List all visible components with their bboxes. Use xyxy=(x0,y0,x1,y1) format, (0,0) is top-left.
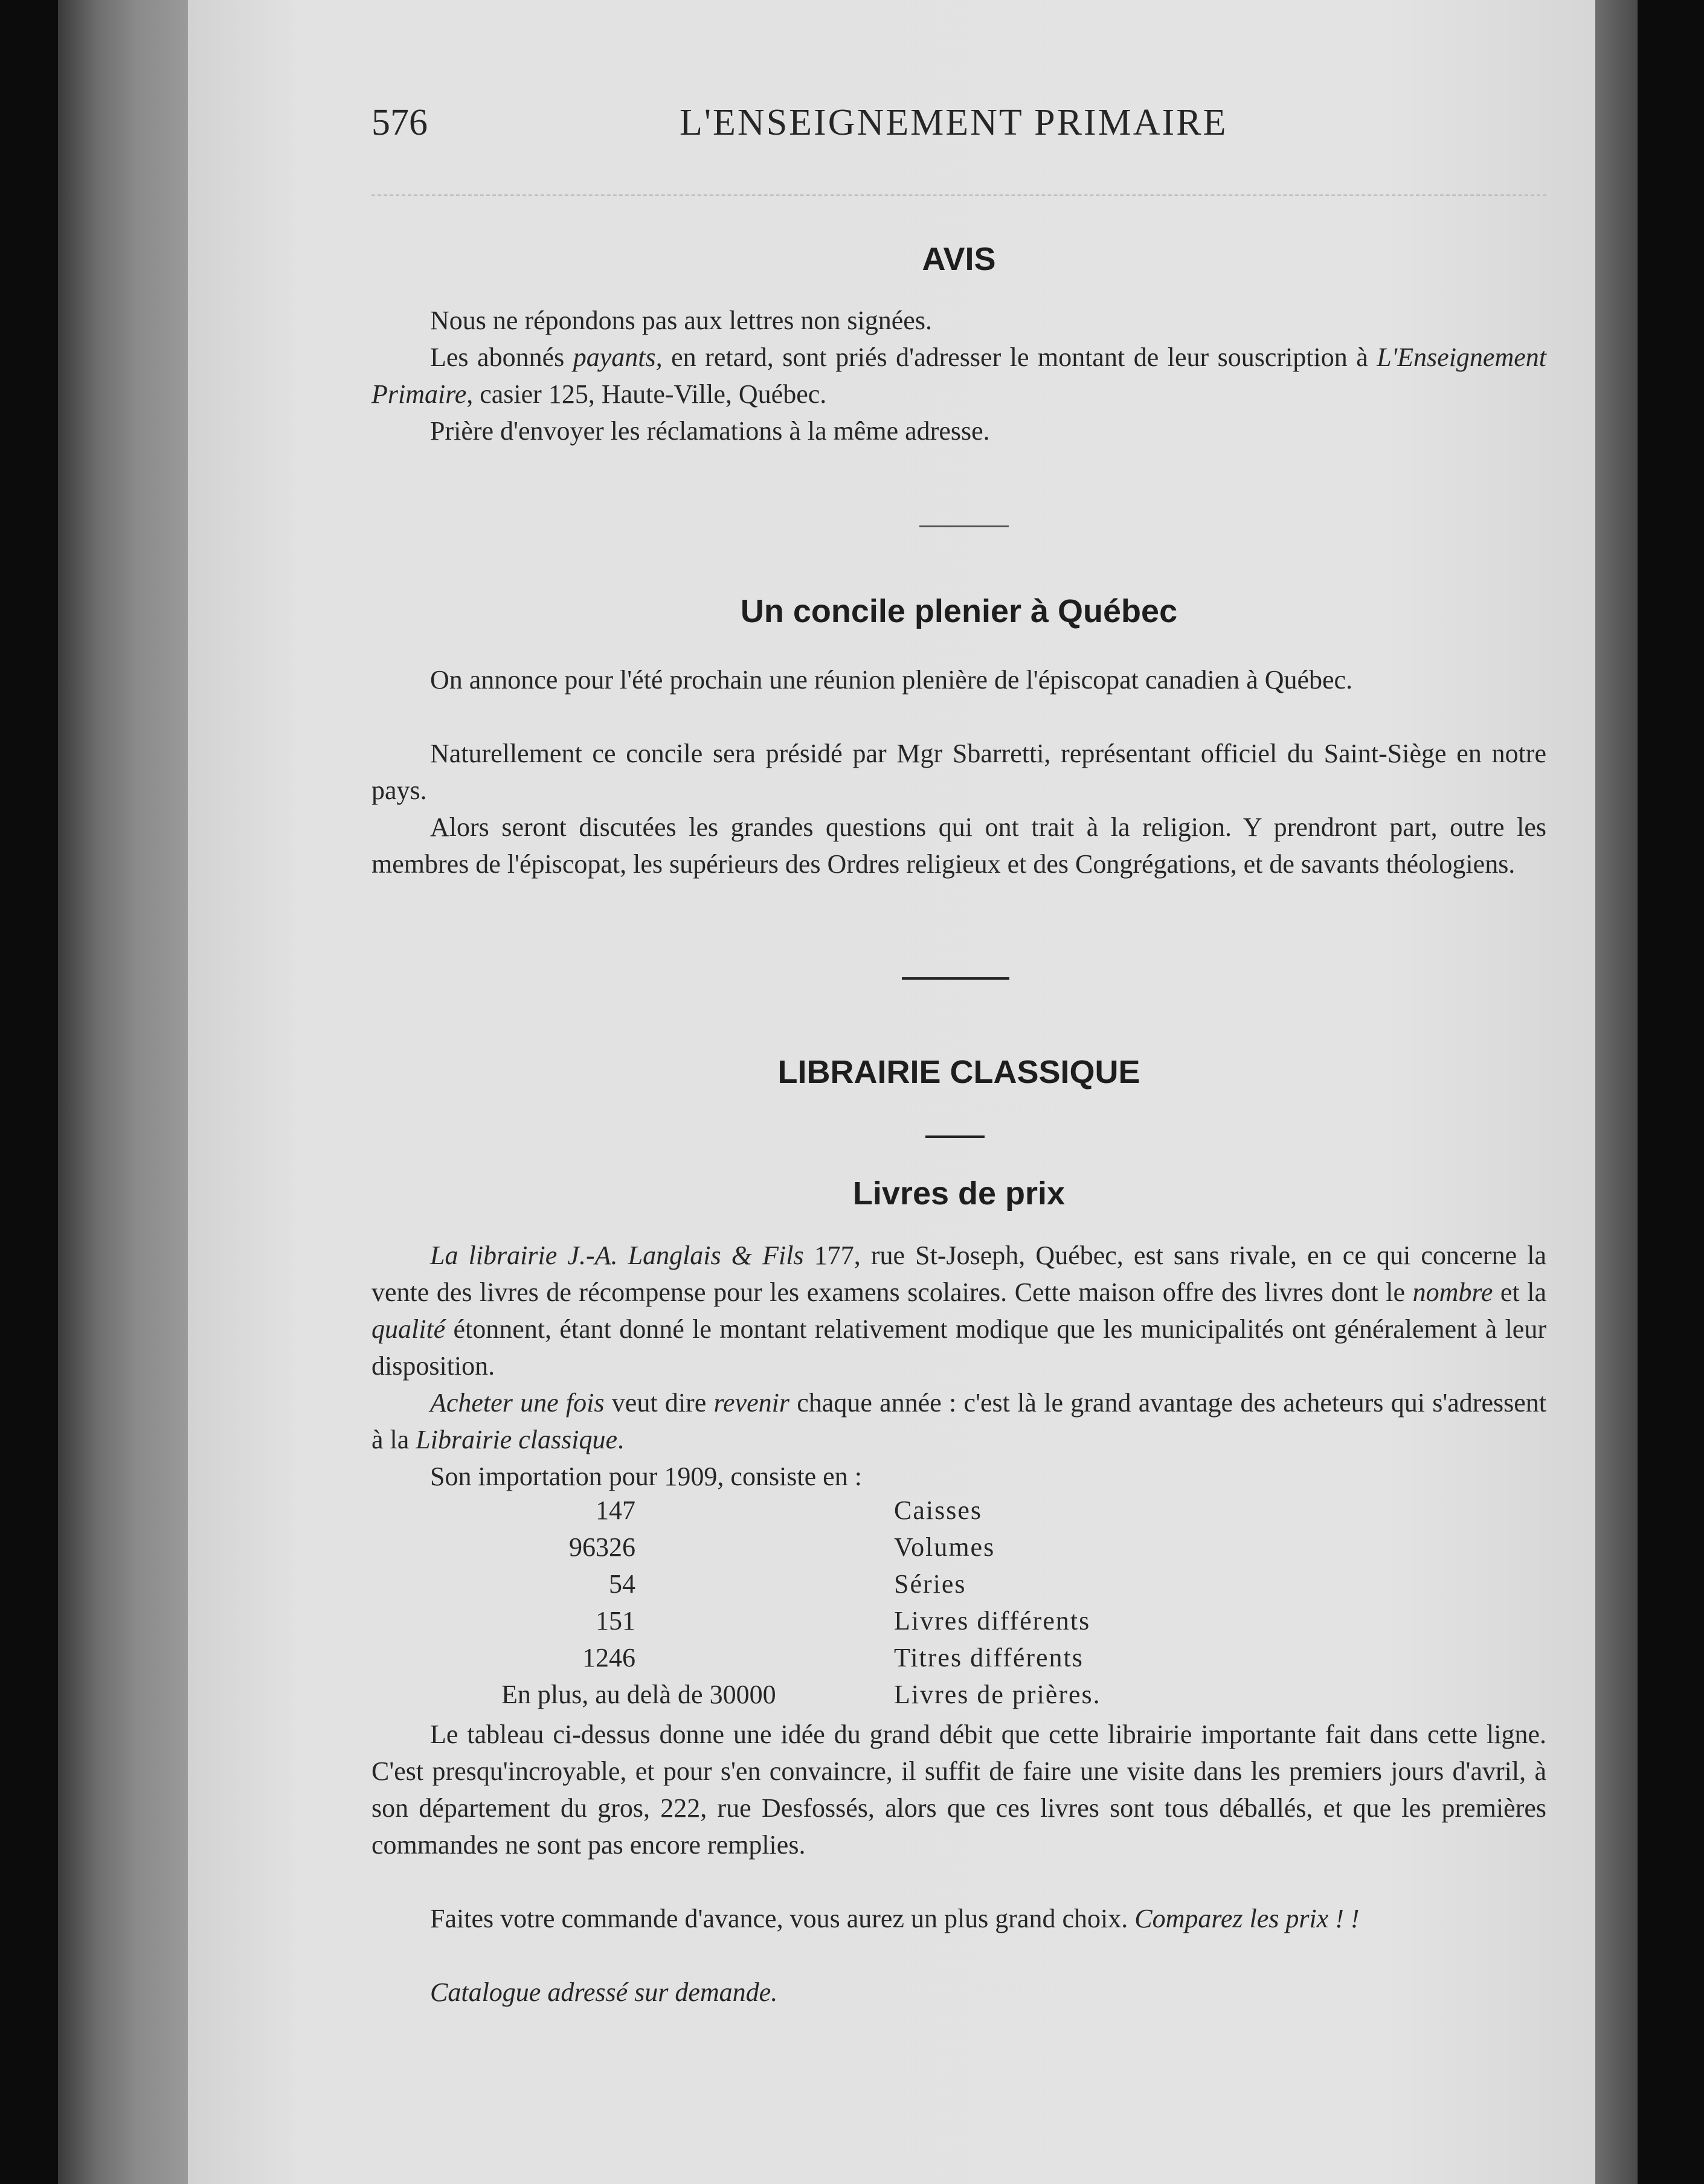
page-edge-shadow xyxy=(1595,0,1638,2184)
stat-number: 147 xyxy=(596,1495,635,1525)
avis-paragraph-1: Nous ne répondons pas aux lettres non signées. xyxy=(430,306,932,335)
stat-label: Volumes xyxy=(894,1532,995,1562)
running-header xyxy=(371,101,1546,150)
journal-title: L'ENSEIGNEMENT PRIMAIRE xyxy=(680,102,1228,143)
acheter-paragraph: Acheter une fois veut dire revenir chaque année : c'est là le grand avantage des acheteurs qui s'adressent à la Librairie classique. xyxy=(371,1388,1546,1454)
import-intro: Son importation pour 1909, consiste en : xyxy=(430,1462,862,1491)
stat-prefix: En plus, au delà de 30000 xyxy=(501,1680,776,1709)
page-number: 576 xyxy=(371,102,428,143)
concile-paragraph-3: Alors seront discutées les grandes questions qui ont trait à la religion. Y prendront part, outre les membres de l'épiscopat, les supérieurs des Ordres religieux et des Congrégations, et de savants théologiens. xyxy=(371,812,1546,879)
import-stat-row xyxy=(371,1605,1546,1642)
stat-number: 1246 xyxy=(582,1643,635,1672)
stat-label: Séries xyxy=(894,1569,966,1599)
avis-heading: AVIS xyxy=(922,241,996,277)
concile-paragraph-1: On annonce pour l'été prochain une réunion plenière de l'épiscopat canadien à Québec. xyxy=(430,665,1353,695)
stat-label: Caisses xyxy=(894,1495,982,1525)
livres-de-prix-subheading: Livres de prix xyxy=(852,1175,1066,1212)
stat-number: 96326 xyxy=(569,1532,635,1562)
catalogue-line: Catalogue adressé sur demande. xyxy=(430,1977,778,2007)
import-stat-row xyxy=(371,1642,1546,1679)
librairie-heading: LIBRAIRIE CLASSIQUE xyxy=(777,1054,1140,1090)
book-spine xyxy=(58,0,188,2184)
section-divider xyxy=(902,977,1009,980)
concile-paragraph-2: Naturellement ce concile sera présidé par Mgr Sbarretti, représentant officiel du Saint-Siège en notre pays. xyxy=(371,739,1546,805)
commande-paragraph: Faites votre commande d'avance, vous aurez un plus grand choix. Comparez les prix ! ! xyxy=(430,1904,1360,1933)
concile-heading: Un concile plenier à Québec xyxy=(740,593,1178,629)
import-stat-row xyxy=(371,1569,1546,1605)
stat-label: Titres différents xyxy=(894,1643,1084,1672)
import-stat-row-extra xyxy=(371,1679,1546,1716)
stat-label: Livres différents xyxy=(894,1606,1091,1636)
avis-paragraph-3: Prière d'envoyer les réclamations à la même adresse. xyxy=(430,416,990,446)
stat-number: 151 xyxy=(596,1606,635,1636)
header-rule xyxy=(371,194,1546,196)
avis-paragraph-2: Les abonnés payants, en retard, sont priés d'adresser le montant de leur souscription à L'Enseignement Primaire, casier 125, Haute-Ville, Québec. xyxy=(371,342,1546,409)
import-stat-row xyxy=(371,1495,1546,1532)
tableau-paragraph: Le tableau ci-dessus donne une idée du grand débit que cette librairie importante fait dans cette ligne. C'est presqu'incroyable, et pour s'en convaincre, il suffit de faire une visite dans les premiers jours d'avril, à son département du gros, 222, rue Desfossés, alors que ces livres sont tous déballés, et que les premières commandes ne sont pas encore remplies. xyxy=(371,1720,1546,1860)
librairie-intro-paragraph: La librairie J.-A. Langlais & Fils 177, rue St-Joseph, Québec, est sans rivale, en ce qui concerne la vente des livres de récompense pour les examens scolaires. Cette maison offre des livres dont le nombre et la qualité étonnent, étant donné le montant relativement modique que les municipalités ont généralement à leur disposition. xyxy=(371,1241,1546,1381)
heading-rule xyxy=(925,1135,985,1138)
section-divider xyxy=(919,525,1009,527)
import-stat-row xyxy=(371,1532,1546,1569)
stat-number: 54 xyxy=(609,1569,635,1599)
stat-label: Livres de prières. xyxy=(894,1680,1101,1709)
